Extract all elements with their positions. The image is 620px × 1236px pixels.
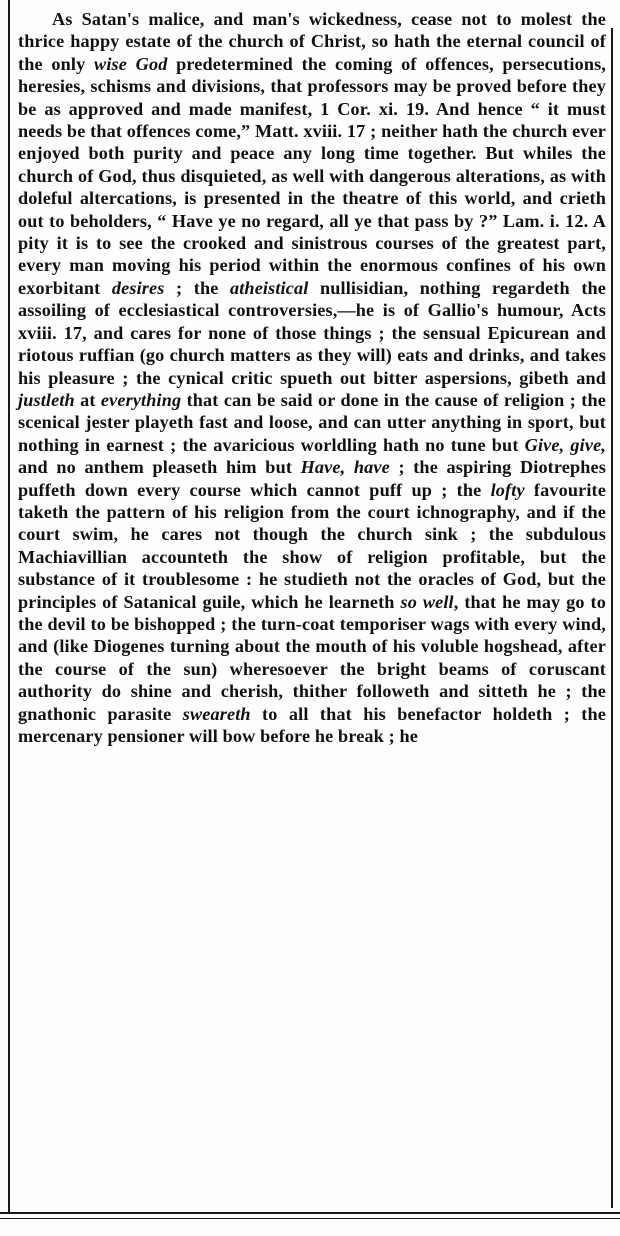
text-segment: ; the aspiring Diotrephes puffeth down every course which cannot puff up ; the	[18, 457, 606, 500]
italic-segment: lofty	[490, 479, 525, 500]
italic-segment: so well	[400, 591, 454, 612]
italic-segment: desires	[111, 277, 165, 298]
italic-segment: Have, have	[300, 457, 390, 478]
italic-segment: justleth	[18, 389, 75, 410]
italic-segment: atheistical	[229, 277, 309, 298]
text-column	[18, 8, 606, 747]
italic-segment: wise God	[94, 53, 168, 74]
text-segment: , that he may go to the devil to be bishopped ; the turn-coat temporiser wags with every wind, and (like Diogenes turning about the mouth of his voluble hogshead, after the course of the sun) wheresoever the bright beams of coruscant authority do shine and cherish, thither followeth and sitteth he ; the gnathonic parasite	[18, 591, 607, 724]
right-column-rule	[611, 28, 613, 1208]
italic-segment: sweareth	[182, 703, 251, 724]
text-segment: As Satan's malice, and man's wickedness, cease not to molest the thrice happy estate of the church of Christ, so hath the eternal council of the only	[18, 9, 606, 74]
text-segment: favourite taketh the pattern of his religion from the court ichnography, and if the court swim, he cares not though the church sink ; the subdulous Machiavillian accounteth the show of religion profitable, but the substance of it troublesome : he studieth not the oracles of God, but the principles of Satanical guile, which he learneth	[18, 479, 606, 612]
article-paragraph	[18, 8, 606, 747]
text-segment: at	[74, 389, 101, 410]
text-segment: that can be said or done in the cause of religion ; the scenical jester playeth fast and loose, and can utter anything in sport, but nothing in earnest ; the avaricious worldling hath no tune but	[18, 389, 606, 455]
text-segment: nullisidian, nothing regardeth the assoiling of ecclesiastical controversies,—he is of Gallio's humour, Acts xviii. 17, and cares for none of those things ; the sensual Epicurean and riotous ruffian (go church matters as they will) eats and drinks, and takes his pleasure ; the cynical critic spueth out bitter aspersions, gibeth and	[18, 277, 607, 388]
bottom-rule-thin	[0, 1218, 620, 1219]
text-segment: and no anthem pleaseth him but	[18, 457, 301, 478]
left-column-rule	[8, 0, 10, 1212]
bottom-rule	[0, 1212, 620, 1214]
italic-segment: Give, give,	[524, 434, 606, 455]
text-segment: predetermined the coming of offences, persecutions, heresies, schisms and divisions, that professors may be proved before they be as approved and made manifest, 1 Cor. xi. 19. And hence “ it must needs be that offences come,” Matt. xviii. 17 ; neither hath the church ever enjoyed both purity and peace any long time together. But whiles the church of God, thus disquieted, as well with dangerous alterations, as with doleful altercations, is presented in the theatre of this world, and crieth out to beholders, “ Have ye no regard, all ye that pass by ?” Lam. i. 12. A pity it is to see the crooked and sinistrous courses of the greatest part, every man moving his period within the enormous confines of his own exorbitant	[18, 53, 607, 298]
text-segment: ; the	[164, 277, 230, 298]
text-segment: to all that his benefactor holdeth ; the mercenary pensioner will bow before he break ; he	[18, 703, 607, 746]
italic-segment: everything	[100, 389, 182, 410]
